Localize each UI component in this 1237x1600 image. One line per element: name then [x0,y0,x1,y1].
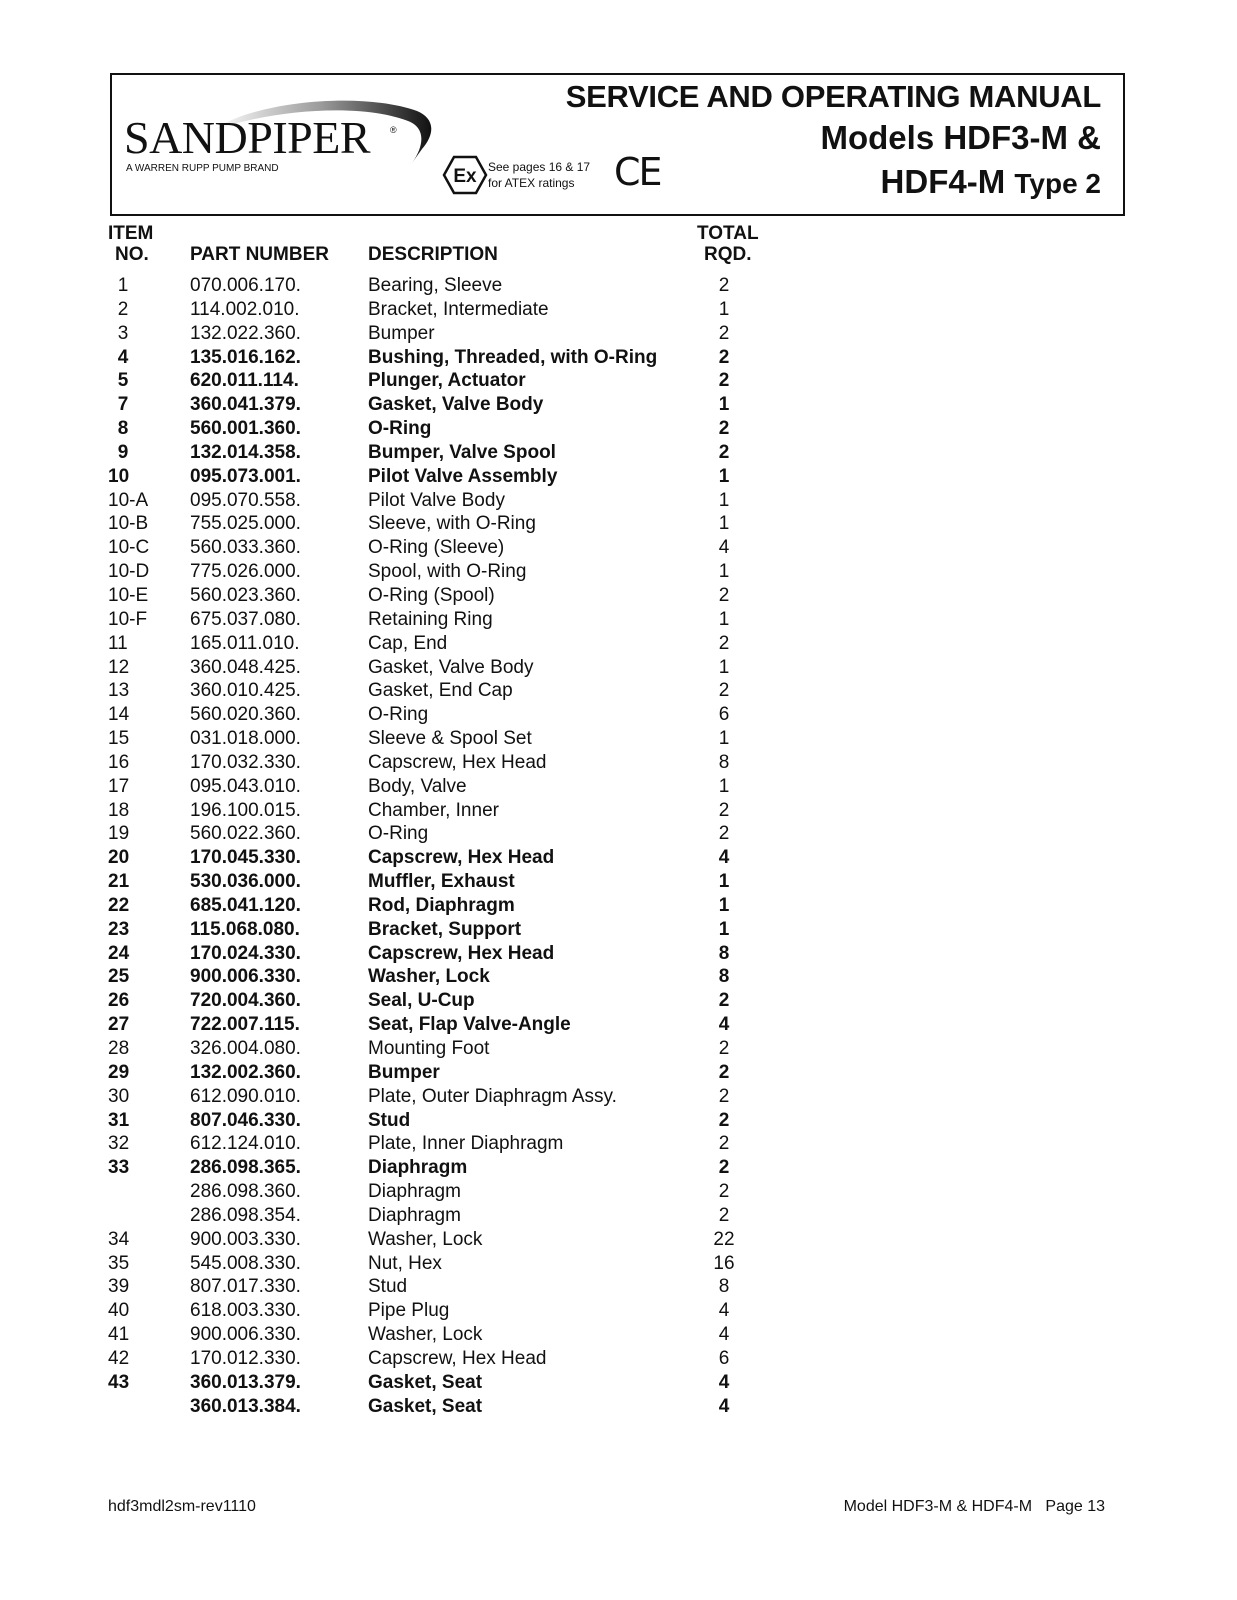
table-row [108,346,808,370]
quantity-required: 4 [718,537,730,559]
part-description: Plate, Inner Diaphragm [368,1133,564,1155]
quantity-required: 4 [718,1014,730,1036]
quantity-required: 1 [718,561,730,583]
quantity-required: 2 [718,418,730,440]
quantity-required: 2 [718,1204,730,1226]
quantity-required: 1 [718,489,730,511]
part-description: Gasket, Seat [368,1395,483,1417]
part-description: Muffler, Exhaust [368,871,515,893]
quantity-required: 4 [718,1324,730,1346]
item-number: 10-F [108,608,148,630]
part-number: 286.098.360. [190,1181,301,1203]
quantity-required: 4 [718,1395,730,1417]
quantity-required: 1 [718,608,730,630]
table-row [108,1323,808,1347]
part-description: Washer, Lock [368,1324,483,1346]
quantity-required: 2 [718,346,730,368]
part-number: 620.011.114. [190,370,299,392]
part-number: 070.006.170. [190,275,301,296]
col-header-part: PART NUMBER [190,244,329,265]
quantity-required: 1 [718,871,730,893]
table-row [108,322,808,346]
item-number: 10-D [108,561,150,583]
item-number: 26 [108,990,130,1012]
part-number: 545.008.330. [190,1252,301,1274]
part-description: Bracket, Intermediate [368,298,549,320]
quantity-required: 8 [718,966,730,988]
quantity-required: 2 [718,990,730,1012]
table-row [108,894,808,918]
part-description: Retaining Ring [368,608,493,630]
quantity-required: 1 [718,918,730,940]
item-number: 33 [108,1157,130,1179]
part-description: O-Ring (Spool) [368,584,495,606]
part-number: 132.002.360. [190,1061,301,1083]
table-row [108,965,808,989]
part-description: Sleeve, with O-Ring [368,513,536,535]
part-number: 685.041.120. [190,894,301,916]
part-number: 360.048.425. [190,656,301,678]
item-number: 17 [108,775,130,797]
part-number: 722.007.115. [190,1014,300,1036]
part-description: Bushing, Threaded, with O-Ring [368,346,658,368]
quantity-required: 1 [718,513,730,535]
item-number: 10-B [108,513,149,535]
item-number: 12 [108,656,130,678]
part-number: 560.020.360. [190,704,301,726]
quantity-required: 2 [718,632,730,654]
table-row [108,584,808,608]
quantity-required: 4 [718,1371,730,1393]
quantity-required: 1 [718,728,730,750]
part-description: Seat, Flap Valve-Angle [368,1014,571,1036]
table-row [108,727,808,751]
part-number: 031.018.000. [190,728,301,750]
item-number: 10-E [108,584,149,606]
quantity-required: 2 [718,370,730,392]
table-row [108,822,808,846]
part-description: Pilot Valve Assembly [368,465,558,487]
table-row [108,298,808,322]
part-description: O-Ring [368,704,429,726]
quantity-required: 2 [718,275,730,296]
manual-title: SERVICE AND OPERATING MANUAL [565,79,1101,114]
models-title-line1: Models HDF3-M & [820,119,1101,156]
item-number: 35 [108,1252,130,1274]
table-row [108,870,808,894]
table-row [108,274,808,298]
table-row [108,1347,808,1371]
models-title-main: HDF4-M [880,163,1006,200]
table-row [108,1037,808,1061]
item-number: 15 [108,728,130,750]
table-row [108,632,808,656]
item-number: 28 [108,1038,130,1059]
table-row [108,1061,808,1085]
col-header-qty-bottom: RQD. [704,244,752,265]
part-description: Diaphragm [368,1157,468,1179]
item-number: 31 [108,1109,130,1131]
quantity-required: 2 [718,441,730,463]
part-number: 560.023.360. [190,584,301,606]
part-number: 900.003.330. [190,1228,301,1250]
table-row [108,751,808,775]
table-row [108,942,808,966]
item-number: 29 [108,1061,130,1083]
atex-note [488,159,590,191]
part-number: 170.045.330. [190,847,301,869]
part-description: Washer, Lock [368,966,490,988]
item-number: 2 [117,298,129,320]
part-description: Sleeve & Spool Set [368,728,532,750]
part-description: Gasket, Seat [368,1371,483,1393]
quantity-required: 1 [718,298,730,320]
part-description: O-Ring (Sleeve) [368,537,505,559]
part-number: 807.046.330. [190,1109,301,1131]
part-number: 612.090.010. [190,1085,301,1107]
table-row [108,918,808,942]
table-row [108,846,808,870]
table-row [108,775,808,799]
part-number: 165.011.010. [190,632,300,654]
part-description: Cap, End [368,632,448,654]
item-number: 25 [108,966,130,988]
table-row [108,989,808,1013]
part-number: 095.073.001. [190,465,301,487]
quantity-required: 2 [718,680,730,702]
quantity-required: 1 [718,394,730,416]
part-description: Plunger, Actuator [368,370,526,392]
part-number: 618.003.330. [190,1300,301,1322]
part-description: Body, Valve [368,775,467,797]
part-description: Bumper [368,322,435,344]
item-number: 43 [108,1371,130,1393]
quantity-required: 8 [718,751,730,773]
table-row [108,1156,808,1180]
part-description: Diaphragm [368,1181,461,1203]
part-number: 360.041.379. [190,394,301,416]
item-number: 18 [108,799,130,821]
quantity-required: 4 [718,847,730,869]
item-number: 42 [108,1347,130,1369]
table-row [108,1109,808,1133]
table-row [108,489,808,513]
logo-text: SANDPIPER [124,112,371,163]
footer-doc-id: hdf3mdl2sm-rev1110 [108,1498,256,1515]
table-row [108,799,808,823]
quantity-required: 2 [718,584,730,606]
quantity-required: 2 [718,322,730,344]
part-description: Plate, Outer Diaphragm Assy. [368,1085,617,1107]
table-row [108,608,808,632]
footer-page-label [844,1498,1105,1516]
table-row [108,512,808,536]
table-row [108,1395,808,1419]
part-number: 360.013.384. [190,1395,301,1417]
part-description: Capscrew, Hex Head [368,751,547,773]
part-number: 560.001.360. [190,418,301,440]
item-number: 20 [108,847,130,869]
part-description: Gasket, Valve Body [368,656,534,678]
item-number: 9 [117,441,129,463]
part-number: 326.004.080. [190,1038,301,1059]
item-number: 27 [108,1014,130,1036]
part-number: 560.022.360. [190,823,301,845]
item-number: 10 [108,465,130,487]
quantity-required: 1 [718,465,730,487]
quantity-required: 2 [718,1109,730,1131]
part-number: 675.037.080. [190,608,301,630]
part-number: 135.016.162. [190,346,301,368]
quantity-required: 1 [718,656,730,678]
part-description: Bumper [368,1061,440,1083]
registered-mark: ® [390,125,397,135]
part-number: 170.012.330. [190,1347,301,1369]
part-description: Rod, Diaphragm [368,894,515,916]
part-number: 530.036.000. [190,871,301,893]
quantity-required: 2 [718,1133,730,1155]
header-box [110,73,1125,216]
table-row [108,393,808,417]
quantity-required: 2 [718,1157,730,1179]
quantity-required: 2 [718,1038,730,1059]
quantity-required: 22 [713,1228,735,1250]
part-description: Mounting Foot [368,1038,490,1059]
item-number: 41 [108,1324,130,1346]
models-title-type: Type 2 [1014,168,1101,199]
part-description: Nut, Hex [368,1252,442,1274]
table-row [108,417,808,441]
item-number: 10-C [108,537,150,559]
item-number: 23 [108,918,130,940]
part-number: 132.022.360. [190,322,301,344]
item-number: 8 [117,418,129,440]
table-row [108,656,808,680]
table-row [108,560,808,584]
quantity-required: 6 [718,1347,730,1369]
col-header-desc: DESCRIPTION [368,244,498,265]
quantity-required: 1 [718,775,730,797]
part-description: Capscrew, Hex Head [368,942,555,964]
ce-mark: CE [614,150,661,194]
item-number: 34 [108,1228,130,1250]
quantity-required: 2 [718,1181,730,1203]
quantity-required: 2 [718,823,730,845]
item-number: 4 [117,346,129,368]
table-row [108,1013,808,1037]
item-number: 1 [117,275,129,296]
part-description: O-Ring [368,823,429,845]
quantity-required: 2 [718,1061,730,1083]
item-number: 19 [108,823,130,845]
item-number: 21 [108,871,130,893]
table-row [108,1204,808,1228]
models-title-line2 [881,163,1101,201]
part-number: 095.070.558. [190,489,301,511]
item-number: 3 [117,322,129,344]
item-number: 10-A [108,489,149,511]
part-description: Bearing, Sleeve [368,275,503,296]
table-row [108,1252,808,1276]
col-header-qty-top: TOTAL [697,223,759,244]
part-number: 132.014.358. [190,441,301,463]
table-row [108,536,808,560]
part-description: Spool, with O-Ring [368,561,527,583]
item-number: 7 [117,394,129,416]
part-description: Washer, Lock [368,1228,483,1250]
table-row [108,1132,808,1156]
part-description: Seal, U-Cup [368,990,475,1012]
col-header-qty [697,223,759,265]
item-number: 22 [108,894,130,916]
quantity-required: 2 [718,1085,730,1107]
part-number: 196.100.015. [190,799,301,821]
part-description: Chamber, Inner [368,799,499,821]
part-number: 360.013.379. [190,1371,301,1393]
table-row [108,1228,808,1252]
part-number: 114.002.010. [190,298,300,320]
quantity-required: 2 [718,799,730,821]
part-description: Bumper, Valve Spool [368,441,556,463]
part-number: 720.004.360. [190,990,301,1012]
col-header-item [108,223,153,265]
atex-note-line2: for ATEX ratings [488,176,575,190]
quantity-required: 1 [718,894,730,916]
part-description: Bracket, Support [368,918,522,940]
part-number: 612.124.010. [190,1133,301,1155]
part-number: 900.006.330. [190,1324,301,1346]
item-number: 13 [108,680,130,702]
quantity-required: 4 [718,1300,730,1322]
quantity-required: 16 [713,1252,735,1274]
table-row [108,1085,808,1109]
part-number: 900.006.330. [190,966,301,988]
part-description: Pilot Valve Body [368,489,505,511]
table-row [108,465,808,489]
svg-text:Ex: Ex [453,166,477,187]
sandpiper-logo [124,93,434,183]
atex-ex-icon [442,155,488,195]
item-number: 11 [108,632,128,654]
table-row [108,1371,808,1395]
part-description: O-Ring [368,418,432,440]
item-number: 16 [108,751,130,773]
part-number: 095.043.010. [190,775,301,797]
parts-table [108,274,808,1419]
item-number: 39 [108,1276,130,1298]
quantity-required: 8 [718,1276,730,1298]
item-number: 40 [108,1300,130,1322]
part-number: 286.098.365. [190,1157,301,1179]
part-description: Gasket, End Cap [368,680,513,702]
table-row [108,441,808,465]
part-description: Pipe Plug [368,1300,450,1322]
table-row [108,679,808,703]
quantity-required: 8 [718,942,730,964]
table-row [108,369,808,393]
part-number: 170.024.330. [190,942,301,964]
part-number: 775.026.000. [190,561,301,583]
item-number: 5 [117,370,129,392]
part-number: 115.068.080. [190,918,300,940]
logo-subtitle: A WARREN RUPP PUMP BRAND [126,163,279,174]
col-header-item-top: ITEM [108,223,154,244]
part-description: Stud [368,1276,408,1298]
part-description: Gasket, Valve Body [368,394,544,416]
part-number: 755.025.000. [190,513,301,535]
part-description: Capscrew, Hex Head [368,1347,547,1369]
part-description: Stud [368,1109,411,1131]
part-number: 286.098.354. [190,1204,301,1226]
table-row [108,1180,808,1204]
part-number: 807.017.330. [190,1276,301,1298]
item-number: 30 [108,1085,130,1107]
quantity-required: 6 [718,704,730,726]
atex-note-line1: See pages 16 & 17 [488,160,591,174]
part-number: 170.032.330. [190,751,301,773]
col-header-item-bottom: NO. [115,244,149,265]
part-description: Capscrew, Hex Head [368,847,555,869]
item-number: 32 [108,1133,130,1155]
table-row [108,1299,808,1323]
part-description: Diaphragm [368,1204,461,1226]
footer-page-label-text: Model HDF3-M & HDF4-M Page 13 [843,1498,1105,1515]
table-row [108,703,808,727]
item-number: 24 [108,942,130,964]
part-number: 360.010.425. [190,680,301,702]
item-number: 14 [108,704,130,726]
table-row [108,1275,808,1299]
part-number: 560.033.360. [190,537,301,559]
